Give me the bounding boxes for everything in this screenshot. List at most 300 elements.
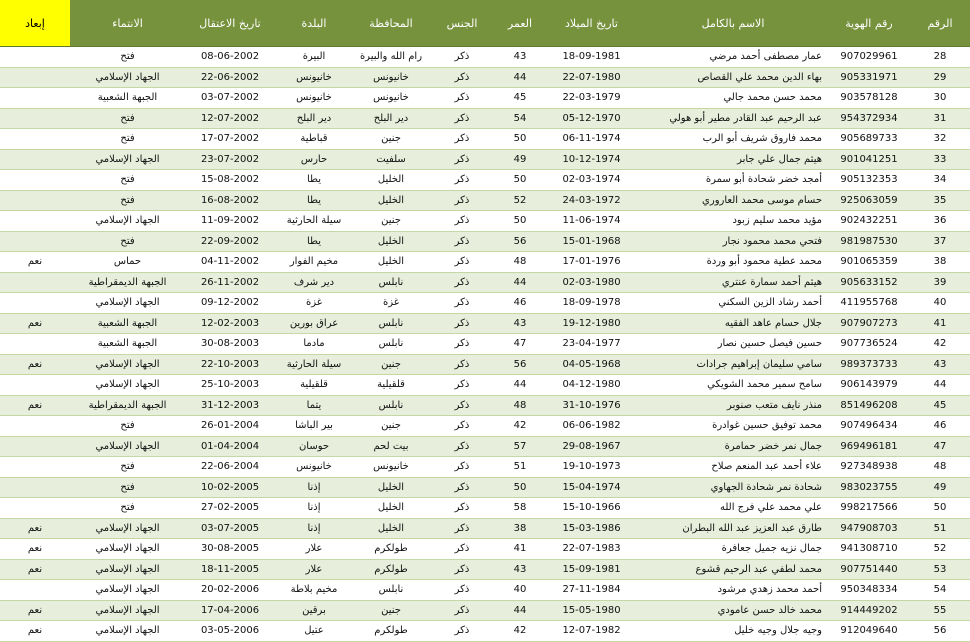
cell-town: خانيونس: [275, 457, 353, 478]
cell-town: يتما: [275, 395, 353, 416]
cell-gender: ذكر: [429, 47, 495, 68]
cell-age: 46: [495, 293, 545, 314]
cell-arrest: 12-07-2002: [185, 108, 275, 129]
cell-town: خانيونس: [275, 88, 353, 109]
cell-town: البيرة: [275, 47, 353, 68]
cell-name: عمار مصطفى أحمد مرضي: [638, 47, 828, 68]
cell-dob: 17-01-1976: [545, 252, 638, 273]
table-row[interactable]: [0, 190, 970, 211]
cell-town: سيلة الحارثية: [275, 211, 353, 232]
cell-num: 33: [910, 149, 970, 170]
cell-governorate: الخليل: [353, 190, 429, 211]
cell-affiliation: فتح: [70, 457, 185, 478]
cell-arrest: 20-02-2006: [185, 580, 275, 601]
cell-name: حسين فيصل حسين نصار: [638, 334, 828, 355]
cell-affiliation: الجهاد الإسلامي: [70, 621, 185, 642]
cell-gender: ذكر: [429, 395, 495, 416]
cell-town: دير البلح: [275, 108, 353, 129]
header-arrest-date[interactable]: تاريخ الاعتقال: [185, 0, 275, 47]
cell-governorate: جنين: [353, 354, 429, 375]
cell-arrest: 22-10-2003: [185, 354, 275, 375]
cell-affiliation: الجهاد الإسلامي: [70, 518, 185, 539]
cell-arrest: 18-11-2005: [185, 559, 275, 580]
cell-id: 907496434: [828, 416, 910, 437]
cell-governorate: نابلس: [353, 334, 429, 355]
cell-affiliation: فتح: [70, 498, 185, 519]
cell-gender: ذكر: [429, 211, 495, 232]
cell-arrest: 03-07-2005: [185, 518, 275, 539]
cell-age: 42: [495, 621, 545, 642]
cell-town: علار: [275, 539, 353, 560]
cell-id: 914449202: [828, 600, 910, 621]
cell-age: 44: [495, 375, 545, 396]
cell-num: 32: [910, 129, 970, 150]
cell-governorate: الخليل: [353, 518, 429, 539]
header-id[interactable]: رقم الهوية: [828, 0, 910, 47]
cell-arrest: 17-07-2002: [185, 129, 275, 150]
cell-affiliation: الجبهة الديمقراطية: [70, 272, 185, 293]
table-row[interactable]: [0, 252, 970, 273]
cell-town: دير شرف: [275, 272, 353, 293]
cell-extradited: نعم: [0, 600, 70, 621]
cell-num: 36: [910, 211, 970, 232]
cell-name: شحادة نمر شحادة الجهاوي: [638, 477, 828, 498]
cell-arrest: 10-02-2005: [185, 477, 275, 498]
cell-num: 49: [910, 477, 970, 498]
cell-dob: 18-09-1981: [545, 47, 638, 68]
cell-name: هيثم أحمد سمارة عنتري: [638, 272, 828, 293]
cell-town: خانيونس: [275, 67, 353, 88]
cell-extradited: نعم: [0, 621, 70, 642]
cell-gender: ذكر: [429, 293, 495, 314]
cell-governorate: خانيونس: [353, 88, 429, 109]
cell-gender: ذكر: [429, 498, 495, 519]
cell-arrest: 27-02-2005: [185, 498, 275, 519]
cell-name: جمال نزيه جميل جعافرة: [638, 539, 828, 560]
cell-dob: 22-07-1983: [545, 539, 638, 560]
header-row: [0, 0, 970, 47]
cell-arrest: 08-06-2002: [185, 47, 275, 68]
cell-town: حارس: [275, 149, 353, 170]
cell-id: 851496208: [828, 395, 910, 416]
cell-age: 44: [495, 272, 545, 293]
cell-extradited: [0, 498, 70, 519]
cell-affiliation: الجهاد الإسلامي: [70, 580, 185, 601]
cell-gender: ذكر: [429, 518, 495, 539]
cell-town: عراق بورين: [275, 313, 353, 334]
cell-extradited: [0, 375, 70, 396]
cell-extradited: [0, 47, 70, 68]
cell-governorate: طولكرم: [353, 559, 429, 580]
cell-gender: ذكر: [429, 313, 495, 334]
cell-extradited: [0, 190, 70, 211]
cell-gender: ذكر: [429, 580, 495, 601]
cell-dob: 27-11-1984: [545, 580, 638, 601]
cell-age: 41: [495, 539, 545, 560]
cell-town: برقين: [275, 600, 353, 621]
cell-age: 50: [495, 477, 545, 498]
cell-dob: 06-06-1982: [545, 416, 638, 437]
cell-governorate: جنين: [353, 129, 429, 150]
cell-age: 44: [495, 600, 545, 621]
cell-gender: ذكر: [429, 354, 495, 375]
cell-name: محمد حسن محمد جالي: [638, 88, 828, 109]
cell-id: 907751440: [828, 559, 910, 580]
cell-num: 29: [910, 67, 970, 88]
cell-age: 54: [495, 108, 545, 129]
cell-governorate: خانيونس: [353, 67, 429, 88]
cell-age: 50: [495, 170, 545, 191]
cell-extradited: [0, 436, 70, 457]
cell-arrest: 30-08-2003: [185, 334, 275, 355]
cell-id: 947908703: [828, 518, 910, 539]
cell-num: 30: [910, 88, 970, 109]
cell-arrest: 12-02-2003: [185, 313, 275, 334]
cell-affiliation: الجبهة الشعبية: [70, 88, 185, 109]
cell-town: غزة: [275, 293, 353, 314]
header-extradited[interactable]: إبعاد: [0, 0, 70, 47]
cell-town: قباطية: [275, 129, 353, 150]
table-row[interactable]: [0, 334, 970, 355]
cell-gender: ذكر: [429, 416, 495, 437]
cell-gender: ذكر: [429, 539, 495, 560]
cell-town: مخيم بلاطة: [275, 580, 353, 601]
cell-id: 907736524: [828, 334, 910, 355]
cell-dob: 15-04-1974: [545, 477, 638, 498]
cell-gender: ذكر: [429, 272, 495, 293]
cell-num: 40: [910, 293, 970, 314]
cell-dob: 10-12-1974: [545, 149, 638, 170]
cell-num: 43: [910, 354, 970, 375]
cell-gender: ذكر: [429, 88, 495, 109]
cell-affiliation: فتح: [70, 170, 185, 191]
table-row[interactable]: [0, 149, 970, 170]
cell-extradited: نعم: [0, 518, 70, 539]
cell-arrest: 22-06-2004: [185, 457, 275, 478]
cell-affiliation: فتح: [70, 129, 185, 150]
cell-dob: 15-03-1986: [545, 518, 638, 539]
cell-age: 44: [495, 67, 545, 88]
cell-affiliation: فتح: [70, 231, 185, 252]
cell-arrest: 23-07-2002: [185, 149, 275, 170]
cell-arrest: 17-04-2006: [185, 600, 275, 621]
cell-id: 912049640: [828, 621, 910, 642]
cell-affiliation: فتح: [70, 416, 185, 437]
cell-arrest: 30-08-2005: [185, 539, 275, 560]
cell-arrest: 26-01-2004: [185, 416, 275, 437]
cell-town: يطا: [275, 170, 353, 191]
cell-extradited: نعم: [0, 354, 70, 375]
cell-num: 51: [910, 518, 970, 539]
cell-gender: ذكر: [429, 375, 495, 396]
cell-gender: ذكر: [429, 457, 495, 478]
table-row[interactable]: [0, 416, 970, 437]
cell-name: محمد فاروق شريف أبو الرب: [638, 129, 828, 150]
cell-age: 56: [495, 231, 545, 252]
table-row[interactable]: [0, 600, 970, 621]
cell-governorate: رام الله والبيرة: [353, 47, 429, 68]
table-row[interactable]: [0, 47, 970, 68]
cell-age: 57: [495, 436, 545, 457]
cell-affiliation: الجهاد الإسلامي: [70, 539, 185, 560]
cell-affiliation: الجبهة الشعبية: [70, 313, 185, 334]
table-body: [0, 47, 970, 642]
table-row[interactable]: [0, 272, 970, 293]
cell-id: 905689733: [828, 129, 910, 150]
header-town[interactable]: البلدة: [275, 0, 353, 47]
table-row[interactable]: [0, 539, 970, 560]
cell-num: 54: [910, 580, 970, 601]
cell-dob: 29-08-1967: [545, 436, 638, 457]
cell-gender: ذكر: [429, 252, 495, 273]
header-dob[interactable]: تاريخ الميلاد: [545, 0, 638, 47]
cell-town: مخيم الفوار: [275, 252, 353, 273]
cell-id: 907029961: [828, 47, 910, 68]
cell-name: جمال نمر خضر حمامرة: [638, 436, 828, 457]
cell-extradited: [0, 580, 70, 601]
cell-age: 58: [495, 498, 545, 519]
cell-governorate: طولكرم: [353, 621, 429, 642]
cell-governorate: جنين: [353, 600, 429, 621]
cell-name: عبد الرحيم عبد القادر مطير أبو هولي: [638, 108, 828, 129]
cell-num: 41: [910, 313, 970, 334]
cell-arrest: 09-12-2002: [185, 293, 275, 314]
cell-town: إذنا: [275, 498, 353, 519]
cell-num: 55: [910, 600, 970, 621]
cell-town: عتيل: [275, 621, 353, 642]
cell-extradited: [0, 231, 70, 252]
cell-num: 47: [910, 436, 970, 457]
cell-arrest: 11-09-2002: [185, 211, 275, 232]
table-row[interactable]: [0, 559, 970, 580]
table-row[interactable]: [0, 354, 970, 375]
cell-name: مؤيد محمد سليم زبود: [638, 211, 828, 232]
cell-gender: ذكر: [429, 559, 495, 580]
cell-extradited: نعم: [0, 313, 70, 334]
table-row[interactable]: [0, 580, 970, 601]
cell-name: منذر نايف متعب صنوبر: [638, 395, 828, 416]
cell-affiliation: الجهاد الإسلامي: [70, 436, 185, 457]
cell-name: محمد خالد حسن عامودي: [638, 600, 828, 621]
cell-name: علي محمد علي فرج الله: [638, 498, 828, 519]
cell-dob: 19-10-1973: [545, 457, 638, 478]
table-row[interactable]: [0, 621, 970, 642]
cell-extradited: [0, 293, 70, 314]
cell-id: 927348938: [828, 457, 910, 478]
table-row[interactable]: [0, 88, 970, 109]
cell-dob: 15-10-1966: [545, 498, 638, 519]
cell-gender: ذكر: [429, 170, 495, 191]
cell-dob: 19-12-1980: [545, 313, 638, 334]
cell-num: 44: [910, 375, 970, 396]
cell-town: إذنا: [275, 518, 353, 539]
cell-governorate: الخليل: [353, 477, 429, 498]
table-row[interactable]: [0, 498, 970, 519]
cell-gender: ذكر: [429, 436, 495, 457]
table-row[interactable]: [0, 477, 970, 498]
cell-num: 48: [910, 457, 970, 478]
cell-gender: ذكر: [429, 621, 495, 642]
header-name[interactable]: الاسم بالكامل: [638, 0, 828, 47]
cell-name: بهاء الدين محمد علي القصاص: [638, 67, 828, 88]
cell-dob: 12-07-1982: [545, 621, 638, 642]
cell-arrest: 22-06-2002: [185, 67, 275, 88]
cell-id: 950348334: [828, 580, 910, 601]
cell-gender: ذكر: [429, 149, 495, 170]
cell-gender: ذكر: [429, 129, 495, 150]
cell-id: 941308710: [828, 539, 910, 560]
cell-name: سامح سمير محمد الشويكي: [638, 375, 828, 396]
cell-affiliation: فتح: [70, 108, 185, 129]
cell-name: محمد لطفي عبد الرحيم قشوع: [638, 559, 828, 580]
cell-extradited: نعم: [0, 539, 70, 560]
cell-age: 43: [495, 47, 545, 68]
cell-id: 989373733: [828, 354, 910, 375]
cell-id: 998217566: [828, 498, 910, 519]
cell-town: علار: [275, 559, 353, 580]
cell-arrest: 03-07-2002: [185, 88, 275, 109]
cell-town: يطا: [275, 231, 353, 252]
cell-num: 35: [910, 190, 970, 211]
cell-age: 47: [495, 334, 545, 355]
cell-gender: ذكر: [429, 190, 495, 211]
cell-dob: 15-01-1968: [545, 231, 638, 252]
table-row[interactable]: [0, 436, 970, 457]
cell-governorate: الخليل: [353, 231, 429, 252]
cell-arrest: 26-11-2002: [185, 272, 275, 293]
cell-num: 28: [910, 47, 970, 68]
cell-affiliation: الجهاد الإسلامي: [70, 67, 185, 88]
cell-dob: 11-06-1974: [545, 211, 638, 232]
table-row[interactable]: [0, 211, 970, 232]
cell-id: 905132353: [828, 170, 910, 191]
cell-affiliation: الجهاد الإسلامي: [70, 375, 185, 396]
cell-governorate: الخليل: [353, 252, 429, 273]
cell-name: علاء أحمد عبد المنعم صلاح: [638, 457, 828, 478]
cell-id: 903578128: [828, 88, 910, 109]
header-gender[interactable]: الجنس: [429, 0, 495, 47]
cell-extradited: نعم: [0, 252, 70, 273]
cell-id: 907907273: [828, 313, 910, 334]
cell-num: 45: [910, 395, 970, 416]
cell-name: سامي سليمان إبراهيم جرادات: [638, 354, 828, 375]
cell-age: 49: [495, 149, 545, 170]
table-row[interactable]: [0, 457, 970, 478]
cell-name: أحمد محمد زهدي مرشود: [638, 580, 828, 601]
cell-name: محمد عطية محمود أبو وردة: [638, 252, 828, 273]
cell-age: 48: [495, 252, 545, 273]
cell-governorate: قلقيلية: [353, 375, 429, 396]
cell-num: 53: [910, 559, 970, 580]
cell-arrest: 31-12-2003: [185, 395, 275, 416]
cell-extradited: [0, 149, 70, 170]
header-num[interactable]: الرقم: [910, 0, 970, 47]
cell-extradited: نعم: [0, 395, 70, 416]
cell-age: 45: [495, 88, 545, 109]
table-row[interactable]: [0, 293, 970, 314]
cell-affiliation: الجهاد الإسلامي: [70, 293, 185, 314]
cell-town: سيلة الحارثية: [275, 354, 353, 375]
cell-affiliation: الجهاد الإسلامي: [70, 149, 185, 170]
cell-id: 901041251: [828, 149, 910, 170]
cell-governorate: طولكرم: [353, 539, 429, 560]
cell-governorate: نابلس: [353, 272, 429, 293]
cell-affiliation: فتح: [70, 190, 185, 211]
cell-name: حسام موسى محمد العاروري: [638, 190, 828, 211]
table-row[interactable]: [0, 129, 970, 150]
cell-id: 925063059: [828, 190, 910, 211]
cell-dob: 02-03-1974: [545, 170, 638, 191]
cell-id: 954372934: [828, 108, 910, 129]
cell-dob: 15-09-1981: [545, 559, 638, 580]
cell-num: 42: [910, 334, 970, 355]
cell-town: مادما: [275, 334, 353, 355]
cell-age: 52: [495, 190, 545, 211]
table-row[interactable]: [0, 395, 970, 416]
cell-affiliation: الجهاد الإسلامي: [70, 354, 185, 375]
cell-arrest: 04-11-2002: [185, 252, 275, 273]
cell-name: أحمد رشاد الزين السكني: [638, 293, 828, 314]
table-row[interactable]: [0, 108, 970, 129]
cell-num: 52: [910, 539, 970, 560]
cell-arrest: 03-05-2006: [185, 621, 275, 642]
cell-extradited: [0, 67, 70, 88]
cell-governorate: خانيونس: [353, 457, 429, 478]
cell-governorate: دير البلح: [353, 108, 429, 129]
cell-name: فتحي محمد محمود نجار: [638, 231, 828, 252]
cell-dob: 05-12-1970: [545, 108, 638, 129]
header-governorate[interactable]: المحافظة: [353, 0, 429, 47]
cell-dob: 02-03-1980: [545, 272, 638, 293]
cell-gender: ذكر: [429, 108, 495, 129]
cell-id: 905633152: [828, 272, 910, 293]
cell-governorate: سلفيت: [353, 149, 429, 170]
cell-dob: 18-09-1978: [545, 293, 638, 314]
cell-governorate: جنين: [353, 211, 429, 232]
cell-num: 46: [910, 416, 970, 437]
cell-extradited: [0, 457, 70, 478]
cell-num: 38: [910, 252, 970, 273]
cell-gender: ذكر: [429, 67, 495, 88]
table-row[interactable]: [0, 518, 970, 539]
cell-town: حوسان: [275, 436, 353, 457]
cell-affiliation: الجهاد الإسلامي: [70, 559, 185, 580]
header-age[interactable]: العمر: [495, 0, 545, 47]
cell-age: 50: [495, 129, 545, 150]
cell-num: 31: [910, 108, 970, 129]
table-row[interactable]: [0, 231, 970, 252]
table-row[interactable]: [0, 67, 970, 88]
cell-name: أمجد خضر شحادة أبو سمرة: [638, 170, 828, 191]
cell-affiliation: حماس: [70, 252, 185, 273]
cell-governorate: غزة: [353, 293, 429, 314]
header-affiliation[interactable]: الانتماء: [70, 0, 185, 47]
cell-arrest: 22-09-2002: [185, 231, 275, 252]
cell-extradited: [0, 477, 70, 498]
cell-dob: 15-05-1980: [545, 600, 638, 621]
cell-name: طارق عبد العزيز عبد الله البطران: [638, 518, 828, 539]
table-row[interactable]: [0, 313, 970, 334]
cell-dob: 04-12-1980: [545, 375, 638, 396]
cell-arrest: 15-08-2002: [185, 170, 275, 191]
cell-dob: 22-07-1980: [545, 67, 638, 88]
cell-governorate: نابلس: [353, 313, 429, 334]
table-row[interactable]: [0, 375, 970, 396]
cell-age: 42: [495, 416, 545, 437]
cell-extradited: [0, 416, 70, 437]
table-row[interactable]: [0, 170, 970, 191]
cell-name: محمد توفيق حسين غوادرة: [638, 416, 828, 437]
